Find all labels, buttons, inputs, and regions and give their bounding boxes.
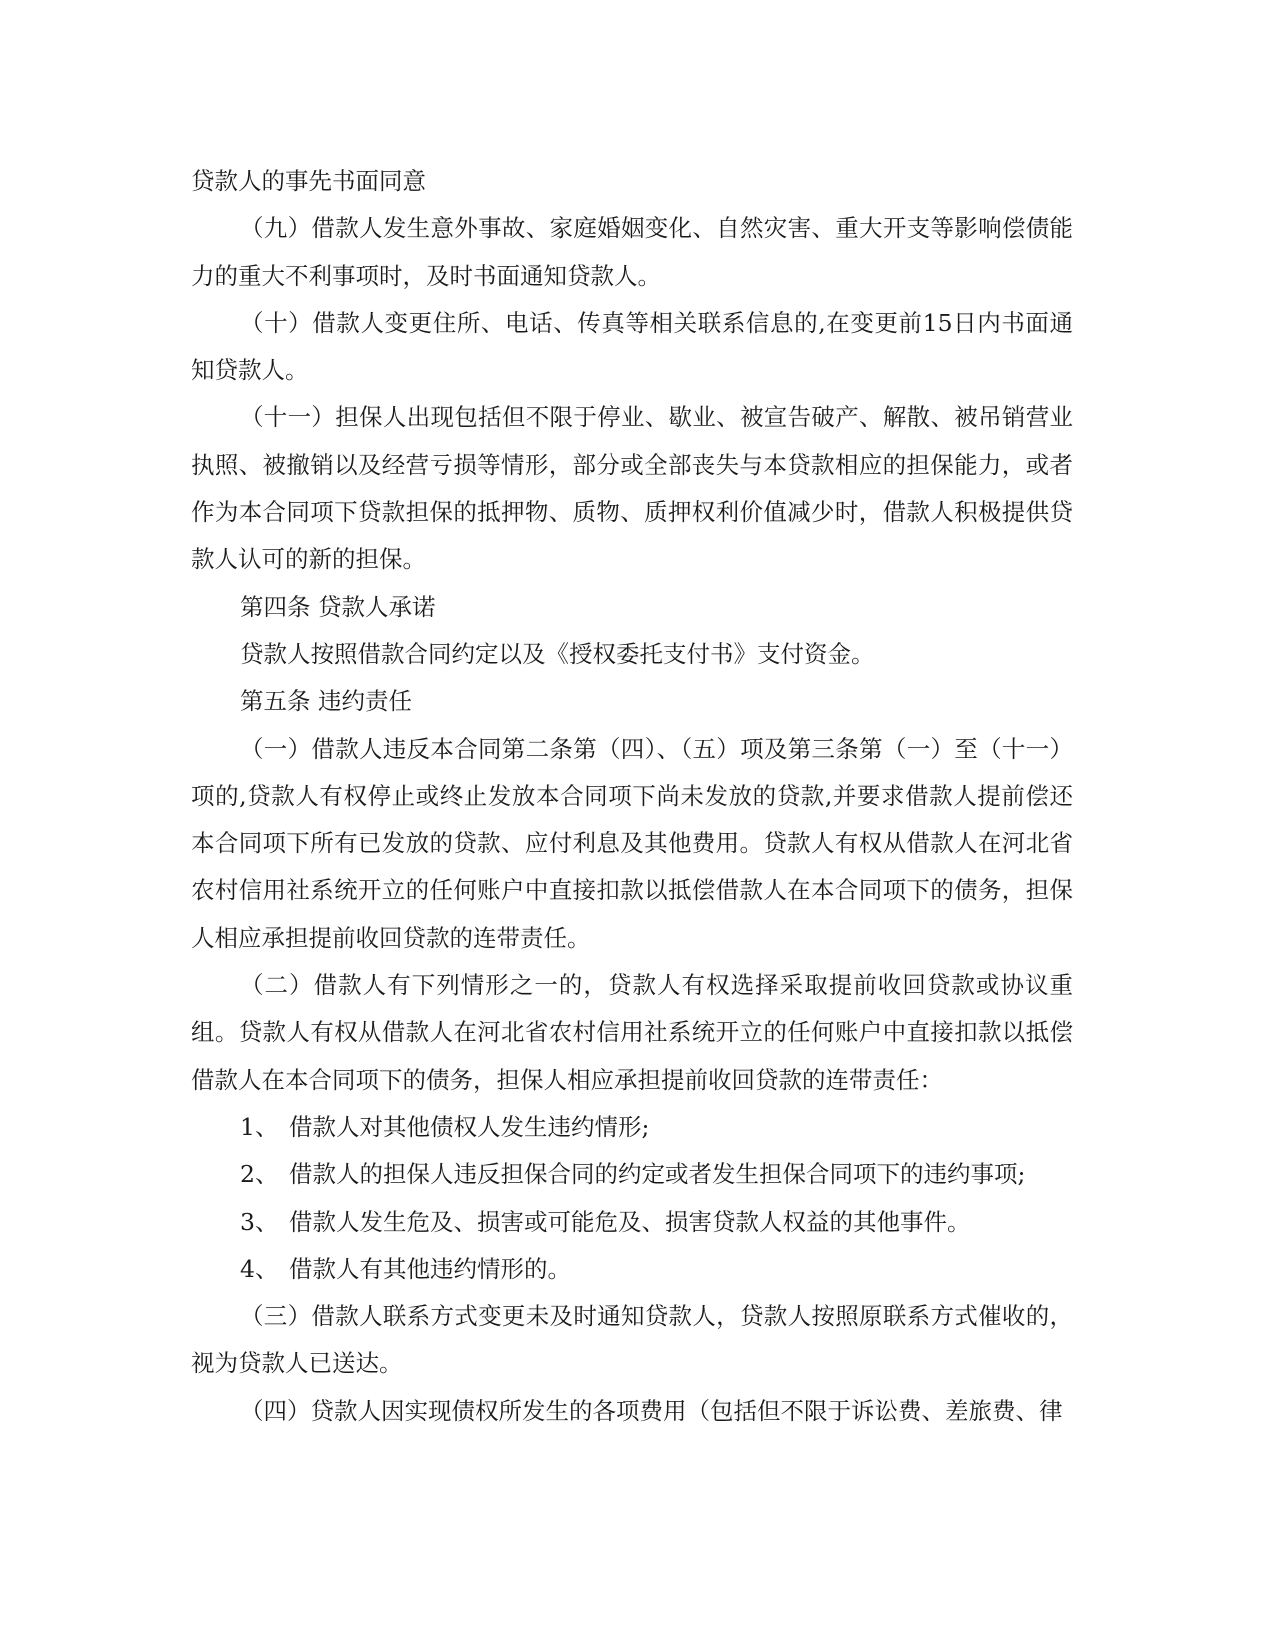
paragraph-item-10: （十）借款人变更住所、电话、传真等相关联系信息的,在变更前15日内书面通知贷款人。 [191,308,1073,385]
paragraph-item-9: （九）借款人发生意外事故、家庭婚姻变化、自然灾害、重大开支等影响偿债能力的重大不利事项时，及时书面通知贷款人。 [191,214,1073,290]
paragraph-breach-1: （一）借款人违反本合同第二条第（四）、（五）项及第三条第（一）至（十一）项的,贷款人有权停止或终止发放本合同项下尚未发放的贷款,并要求借款人提前偿还本合同项下所有已发放的贷款、应付利息及其他费用。贷款人有权从借款人在河北省农村信用社系统开立的任何账户中直接扣款以抵偿借款人在本合同项下的债务，担保人相应承担提前收回贷款的连带责任。 [191,734,1073,952]
list-item [191,1104,1073,1151]
paragraph-breach-3: （三）借款人联系方式变更未及时通知贷款人，贷款人按照原联系方式催收的，视为贷款人已送达。 [191,1302,1073,1378]
paragraph-item-11: （十一）担保人出现包括但不限于停业、歇业、被宣告破产、解散、被吊销营业执照、被撤销以及经营亏损等情形，部分或全部丧失与本贷款相应的担保能力，或者作为本合同项下贷款担保的抵押物、质物、质押权利价值减少时，借款人积极提供贷款人认可的新的担保。 [191,403,1073,574]
list-item [191,1151,1073,1198]
list-number: 2、 [240,1160,279,1189]
list-text: 借款人的担保人违反担保合同的约定或者发生担保合同项下的违约事项; [289,1160,1026,1189]
paragraph-lender-commitment: 贷款人按照借款合同约定以及《授权委托支付书》支付资金。 [240,639,875,668]
list-number: 1、 [240,1112,279,1141]
paragraph-breach-4: （四）贷款人因实现债权所发生的各项费用（包括但不限于诉讼费、差旅费、律 [240,1396,1063,1425]
list-number: 3、 [240,1207,279,1236]
section-heading-article-5: 第五条 违约责任 [240,687,412,716]
section-heading-article-4: 第四条 贷款人承诺 [240,592,436,621]
list-number: 4、 [240,1254,279,1283]
paragraph-breach-2: （二）借款人有下列情形之一的，贷款人有权选择采取提前收回贷款或协议重组。贷款人有权从借款人在河北省农村信用社系统开立的任何账户中直接扣款以抵偿借款人在本合同项下的债务，担保人相应承担提前收回贷款的连带责任： [191,971,1073,1094]
list-text: 借款人发生危及、损害或可能危及、损害贷款人权益的其他事件。 [289,1207,971,1236]
document-body [191,158,1073,1435]
list-text: 借款人有其他违约情形的。 [289,1254,571,1283]
list-item [191,1199,1073,1246]
paragraph-continuation: 贷款人的事先书面同意 [191,167,426,195]
list-text: 借款人对其他债权人发生违约情形; [289,1112,650,1141]
list-item [191,1246,1073,1293]
